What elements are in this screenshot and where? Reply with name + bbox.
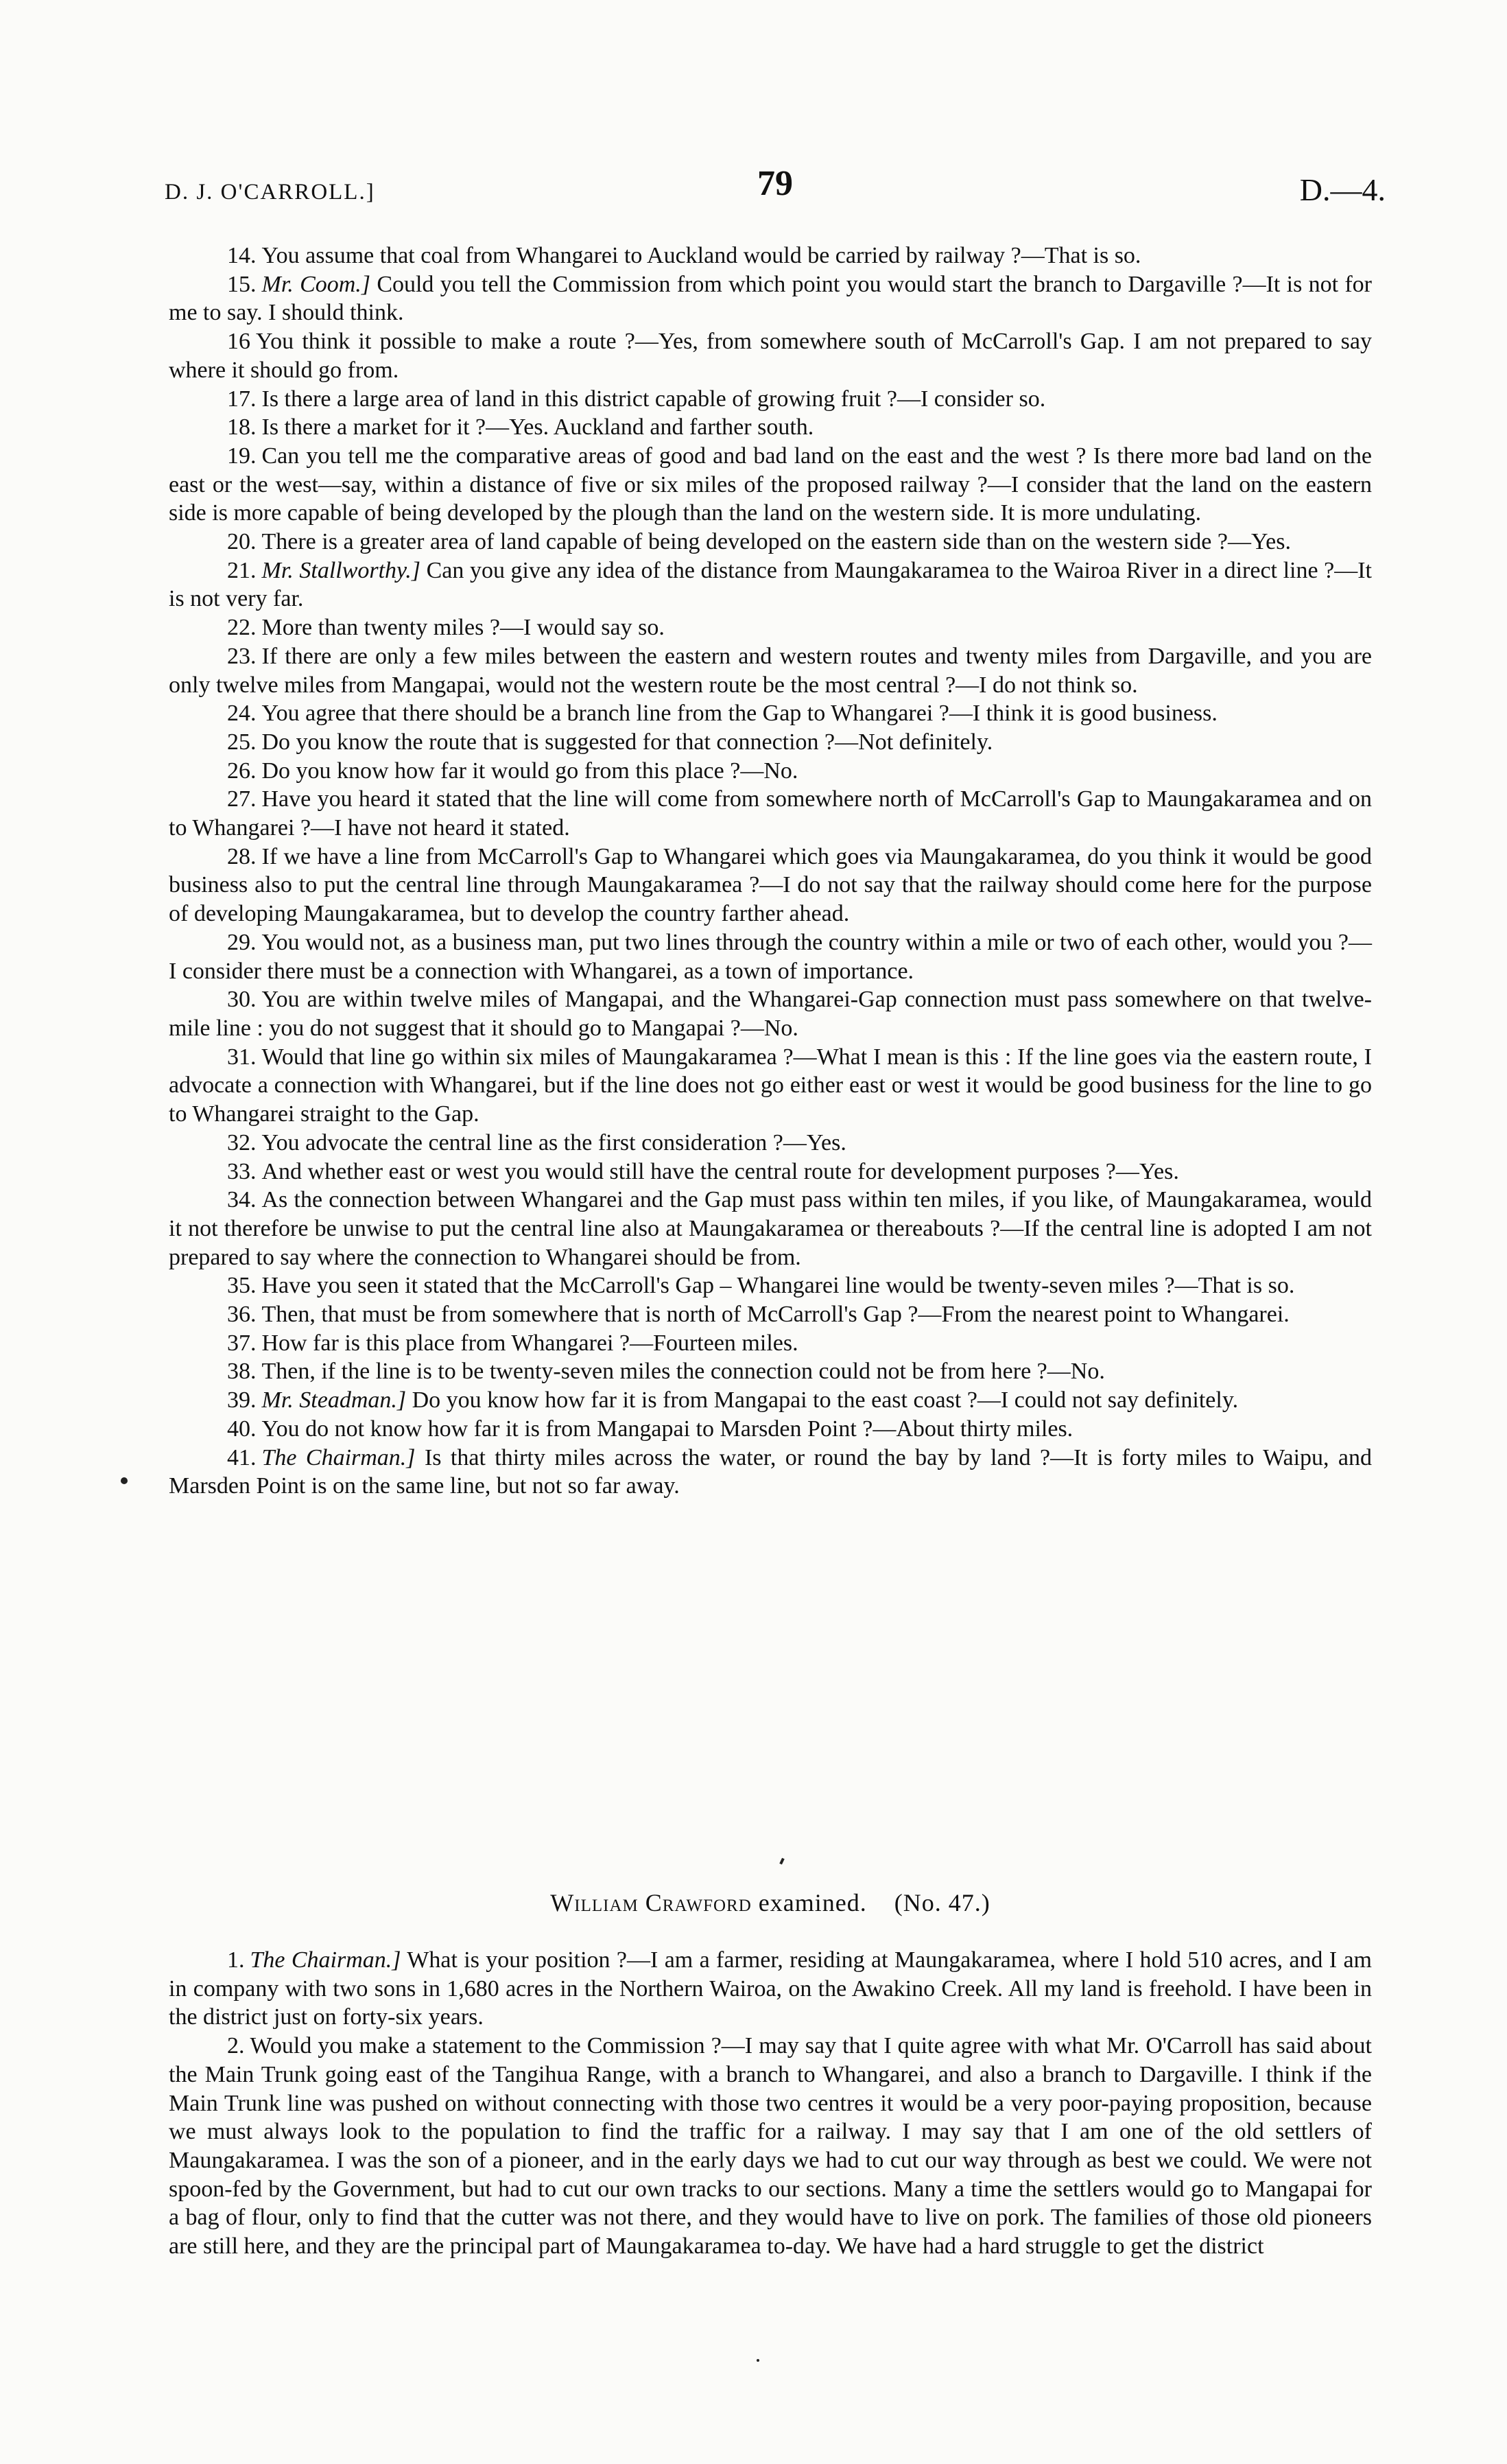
question-paragraph xyxy=(169,642,1372,699)
question-number: 1. xyxy=(227,1947,245,1973)
question-text: You advocate the central line as the first consideration ?—Yes. xyxy=(261,1129,846,1155)
question-number: 17. xyxy=(227,386,257,412)
question-paragraph xyxy=(169,413,1372,442)
question-text: You think it possible to make a route ?—Yes, from somewhere south of McCarroll's Gap. I am not prepared to say where it should go from. xyxy=(169,329,1372,383)
question-paragraph xyxy=(169,1415,1372,1444)
question-text: If there are only a few miles between the eastern and western routes and twenty miles from Dargaville, and you are only twelve miles from Mangapai, would not the western route be the most central ?—I do not think so. xyxy=(169,643,1372,698)
question-paragraph xyxy=(169,1129,1372,1158)
question-text: Have you seen it stated that the McCarroll's Gap – Whangarei line would be twenty-seven miles ?—That is so. xyxy=(261,1273,1295,1299)
question-text: You do not know how far it is from Mangapai to Marsden Point ?—About thirty miles. xyxy=(261,1416,1073,1442)
witness-heading xyxy=(169,1888,1372,1917)
question-text: Could you tell the Commission from which point you would start the branch to Dargaville ?—It is not for me to say. I should think. xyxy=(169,271,1372,326)
speaker-name: Mr. Steadman.] xyxy=(261,1387,407,1413)
question-paragraph xyxy=(169,1444,1372,1501)
header-witness-name: D. J. O'CARROLL.] xyxy=(165,180,375,204)
question-text: What is your position ?—I am a farmer, residing at Maungakaramea, where I hold 510 acres, and I am in company with two sons in 1,680 acres in the Northern Wairoa, on the Awakino Creek. All my land is freehold. I have been in the district just on forty-six years. xyxy=(169,1947,1372,2030)
question-text: As the connection between Whangarei and the Gap must pass within ten miles, if you like, of Maungakaramea, would it not therefore be unwise to put the central line also at Maungakaramea or thereabouts ?—If the central line is adopted I am not prepared to say where the connection to Whangarei should be from. xyxy=(169,1187,1372,1270)
question-paragraph xyxy=(169,442,1372,528)
question-paragraph xyxy=(169,1386,1372,1415)
question-number: 27. xyxy=(227,786,257,812)
question-text: You would not, as a business man, put two lines through the country within a mile or two of each other, would you ?—I consider there must be a connection with Whangarei, as a town of importance. xyxy=(169,929,1372,984)
question-text: Is there a market for it ?—Yes. Auckland and farther south. xyxy=(261,414,814,441)
question-number: 35. xyxy=(227,1273,257,1299)
question-number: 32. xyxy=(227,1129,257,1155)
question-text: You agree that there should be a branch line from the Gap to Whangarei ?—I think it is good business. xyxy=(261,701,1218,727)
question-number: 34. xyxy=(227,1187,257,1213)
page-header xyxy=(165,163,1386,218)
question-paragraph xyxy=(169,528,1372,556)
question-paragraph xyxy=(169,1043,1372,1129)
question-paragraph xyxy=(169,1946,1372,2032)
question-text: More than twenty miles ?—I would say so. xyxy=(261,615,665,641)
question-number: 39. xyxy=(227,1387,257,1413)
question-paragraph xyxy=(169,1357,1372,1386)
question-paragraph xyxy=(169,385,1372,414)
question-paragraph xyxy=(169,1300,1372,1329)
testimony-body-2 xyxy=(169,1946,1372,2261)
speaker-name: The Chairman.] xyxy=(261,1444,416,1470)
question-paragraph xyxy=(169,1186,1372,1271)
question-paragraph xyxy=(169,928,1372,985)
speaker-name: Mr. Coom.] xyxy=(261,271,371,297)
question-paragraph xyxy=(169,1329,1372,1358)
question-number: 37. xyxy=(227,1330,257,1356)
question-text: Is there a large area of land in this district capable of growing fruit ?—I consider so. xyxy=(261,386,1046,412)
question-number: 20. xyxy=(227,529,257,555)
question-paragraph xyxy=(169,985,1372,1042)
question-text: If we have a line from McCarroll's Gap to Whangarei which goes via Maungakaramea, do you think it would be good business also to put the central line through Maungakaramea ?—I do not say that the railway should come here for the purpose of developing Maungakaramea, but to develop the country farther ahead. xyxy=(169,843,1372,927)
page-number: 79 xyxy=(757,164,793,203)
speaker-name: Mr. Stallworthy.] xyxy=(261,557,421,583)
question-number: 14. xyxy=(227,243,257,268)
question-number: 36. xyxy=(227,1302,257,1328)
question-number: 26. xyxy=(227,758,257,784)
question-text: Can you tell me the comparative areas of good and bad land on the east and the west ? Is there more bad land on the east or the west—say, within a distance of five or six miles of the proposed railway ?—I consider that the land on the eastern side is more capable of being developed by the plough than the land on the western side. It is more undulating. xyxy=(169,443,1372,526)
question-paragraph xyxy=(169,2032,1372,2261)
question-text: Do you know how far it is from Mangapai to the east coast ?—I could not say definitely. xyxy=(412,1387,1239,1413)
question-paragraph xyxy=(169,327,1372,384)
stray-mark-bottom xyxy=(757,2359,759,2362)
question-text: Would that line go within six miles of Maungakaramea ?—What I mean is this : If the line goes via the eastern route, I advocate a connection with Whangarei, but if the line does not go either east or west it would be good business for the line to go to Whangarei straight to the Gap. xyxy=(169,1044,1372,1127)
question-text: Do you know the route that is suggested for that connection ?—Not definitely. xyxy=(261,729,993,755)
question-paragraph xyxy=(169,242,1372,270)
witness-number: (No. 47.) xyxy=(894,1889,990,1916)
question-text: How far is this place from Whangarei ?—Fourteen miles. xyxy=(261,1330,798,1356)
question-paragraph xyxy=(169,1271,1372,1300)
question-number: 29. xyxy=(227,929,257,955)
question-number: 16 xyxy=(227,329,250,355)
stray-mark xyxy=(779,1858,784,1865)
question-number: 40. xyxy=(227,1416,257,1442)
question-paragraph xyxy=(169,757,1372,786)
question-text: You are within twelve miles of Mangapai, and the Whangarei-Gap connection must pass somewhere on that twelve-mile line : you do not suggest that it should go to Mangapai ?—No. xyxy=(169,987,1372,1041)
question-number: 41. xyxy=(227,1444,257,1470)
question-number: 2. xyxy=(227,2033,245,2059)
question-number: 30. xyxy=(227,987,257,1013)
paper-reference: D.—4. xyxy=(1299,172,1386,207)
question-text: Have you heard it stated that the line will come from somewhere north of McCarroll's Gap to Maungakaramea and on to Whangarei ?—I have not heard it stated. xyxy=(169,786,1372,841)
question-paragraph xyxy=(169,556,1372,613)
question-paragraph xyxy=(169,613,1372,642)
question-number: 19. xyxy=(227,443,257,469)
question-text: There is a greater area of land capable of being developed on the eastern side than on the western side ?—Yes. xyxy=(261,529,1291,555)
question-text: Do you know how far it would go from this place ?—No. xyxy=(261,758,798,784)
question-number: 15. xyxy=(227,271,257,297)
question-paragraph xyxy=(169,785,1372,842)
question-text: Then, that must be from somewhere that is north of McCarroll's Gap ?—From the nearest point to Whangarei. xyxy=(261,1302,1290,1328)
question-text: Is that thirty miles across the water, or round the bay by land ?—It is forty miles to Waipu, and Marsden Point is on the same line, but not so far away. xyxy=(169,1444,1373,1499)
margin-bullet xyxy=(121,1477,128,1484)
question-text: Then, if the line is to be twenty-seven miles the connection could not be from here ?—No. xyxy=(261,1359,1105,1385)
question-number: 28. xyxy=(227,843,257,869)
examined-label: examined. xyxy=(758,1889,867,1916)
question-number: 21. xyxy=(227,557,257,583)
question-text: Would you make a statement to the Commission ?—I may say that I quite agree with what Mr. O'Carroll has said about the Main Trunk going east of the Tangihua Range, with a branch to Whangarei, and also a branch to Dargaville. I think if the Main Trunk line was pushed on without connecting with those two centres it would be a very poor-paying proposition, because we must always look to the population to find the traffic for a railway. I may say that I am one of the old settlers of Maungakaramea. I was the son of a pioneer, and in the early days we had to cut our way through as best we could. We were not spoon-fed by the Government, but had to cut our own tracks to our sections. Many a time the settlers would go to Mangapai for a bag of flour, only to find that the cutter was not there, and they would have to live on pork. The families of those old pioneers are still here, and they are the principal part of Maungakaramea to-day. We have had a hard struggle to get the district xyxy=(169,2033,1372,2260)
question-number: 38. xyxy=(227,1359,257,1385)
question-number: 22. xyxy=(227,615,257,641)
question-paragraph xyxy=(169,270,1372,327)
question-text: You assume that coal from Whangarei to Auckland would be carried by railway ?—That is so. xyxy=(261,243,1141,268)
question-paragraph xyxy=(169,699,1372,728)
testimony-body xyxy=(169,242,1372,1501)
question-text: Can you give any idea of the distance from Maungakaramea to the Wairoa River in a direct line ?—It is not very far. xyxy=(169,557,1373,612)
question-text: And whether east or west you would still have the central route for development purposes ?—Yes. xyxy=(261,1158,1179,1184)
question-number: 33. xyxy=(227,1158,257,1184)
question-number: 24. xyxy=(227,701,257,727)
question-number: 31. xyxy=(227,1044,257,1070)
question-number: 18. xyxy=(227,414,257,441)
speaker-name: The Chairman.] xyxy=(250,1947,401,1973)
question-paragraph xyxy=(169,728,1372,757)
question-number: 25. xyxy=(227,729,257,755)
question-paragraph xyxy=(169,843,1372,928)
question-number: 23. xyxy=(227,643,257,669)
question-paragraph xyxy=(169,1158,1372,1186)
witness-name: William Crawford xyxy=(550,1889,752,1916)
